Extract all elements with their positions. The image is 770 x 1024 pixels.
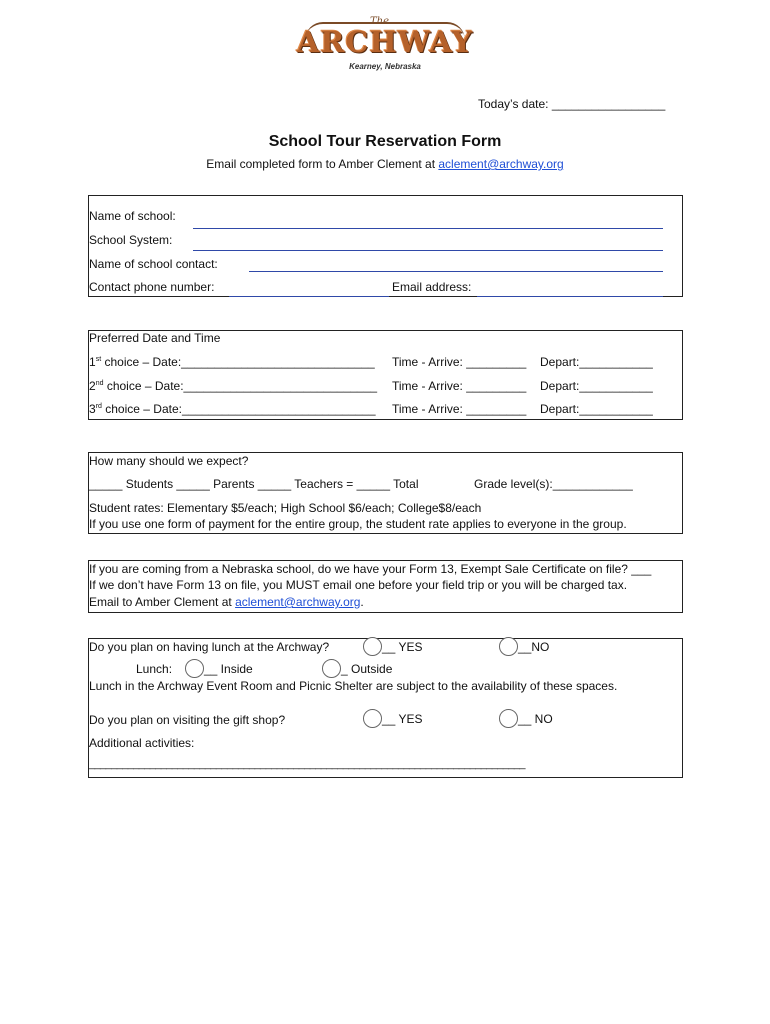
lunch-inside-option[interactable]: [185, 659, 253, 678]
archway-logo: [265, 16, 505, 76]
lunch-yes-option[interactable]: [363, 637, 422, 656]
choice-date[interactable]: choice – Date:_____________________________: [101, 402, 376, 416]
gift-no-radio[interactable]: [499, 709, 518, 728]
subtitle-text: Email completed form to Amber Clement at: [206, 157, 439, 171]
attendance-question: How many should we expect?: [89, 454, 249, 468]
attendance-counts[interactable]: _____ Students _____ Parents _____ Teachers = _____ Total: [89, 477, 419, 491]
gift-yes-radio[interactable]: [363, 709, 382, 728]
arrive-field[interactable]: Time - Arrive: _________: [392, 355, 527, 369]
lunch-yes-label: __ YES: [382, 640, 423, 654]
form-title: School Tour Reservation Form: [268, 133, 502, 150]
lunch-inside-radio[interactable]: [185, 659, 204, 678]
schedule-heading: Preferred Date and Time: [89, 331, 221, 345]
choice-row[interactable]: [89, 402, 376, 416]
form-subtitle: [0, 157, 770, 171]
lunch-section: [88, 638, 683, 778]
email-link[interactable]: aclement@archway.org: [438, 157, 564, 171]
choice-row[interactable]: [89, 379, 377, 393]
payment-note: If you use one form of payment for the entire group, the student rate applies to everyone in the group.: [89, 517, 627, 531]
email-label: Email address:: [392, 280, 472, 294]
choice-suffix: nd: [95, 380, 104, 387]
arrive-field[interactable]: Time - Arrive: _________: [392, 379, 527, 393]
lunch-outside-option[interactable]: [322, 659, 392, 678]
choice-suffix: rd: [95, 403, 102, 410]
tax-email-link[interactable]: aclement@archway.org: [235, 595, 361, 609]
choice-ordinal: 1: [89, 355, 96, 369]
tax-line-3-end: .: [360, 595, 364, 609]
school-info-section: [88, 195, 683, 297]
lunch-no-radio[interactable]: [499, 637, 518, 656]
depart-field[interactable]: Depart:___________: [540, 379, 653, 393]
gift-shop-question: Do you plan on visiting the gift shop?: [89, 713, 286, 727]
additional-activities-label: Additional activities:: [89, 736, 195, 750]
logo-wordmark: ARCHWAY: [296, 25, 474, 59]
arrive-field[interactable]: Time - Arrive: _________: [392, 402, 527, 416]
lunch-location-label: Lunch:: [136, 662, 173, 676]
school-system-input[interactable]: [193, 250, 663, 251]
grade-level-field[interactable]: Grade level(s):____________: [474, 477, 633, 491]
lunch-question: Do you plan on having lunch at the Archway?: [89, 640, 330, 654]
tax-section: [88, 560, 683, 613]
email-input[interactable]: [477, 296, 663, 297]
tax-line-2: If we don’t have Form 13 on file, you MUST email one before your field trip or you will be charged tax.: [89, 578, 628, 592]
choice-ordinal: 3: [89, 402, 96, 416]
rates-text: Student rates: Elementary $5/each; High School $6/each; College$8/each: [89, 501, 482, 515]
school-contact-input[interactable]: [249, 271, 663, 272]
choice-suffix: st: [95, 356, 102, 363]
school-contact-label: Name of school contact:: [89, 257, 218, 271]
lunch-outside-label: _ Outside: [341, 662, 393, 676]
phone-input[interactable]: [229, 296, 389, 297]
schedule-section: [88, 330, 683, 420]
depart-field[interactable]: Depart:___________: [540, 402, 653, 416]
tax-line-3-text: Email to Amber Clement at: [89, 595, 236, 609]
school-name-input[interactable]: [193, 228, 663, 229]
tax-line-3: [89, 595, 364, 609]
lunch-outside-radio[interactable]: [322, 659, 341, 678]
gift-no-option[interactable]: [499, 709, 553, 728]
choice-row[interactable]: [89, 355, 375, 369]
gift-yes-option[interactable]: [363, 709, 422, 728]
logo-the: The: [370, 16, 390, 27]
school-system-label: School System:: [89, 233, 173, 247]
additional-activities-input[interactable]: _______________________________________________________________________________: [89, 758, 525, 770]
gift-yes-label: __ YES: [382, 712, 423, 726]
lunch-yes-radio[interactable]: [363, 637, 382, 656]
school-name-label: Name of school:: [89, 209, 176, 223]
attendance-section: [88, 452, 683, 534]
lunch-note: Lunch in the Archway Event Room and Picnic Shelter are subject to the availability of these spaces.: [89, 679, 618, 693]
depart-field[interactable]: Depart:___________: [540, 355, 653, 369]
todays-date-field[interactable]: Today’s date: _________________: [478, 97, 666, 111]
choice-ordinal: 2: [89, 379, 96, 393]
lunch-no-option[interactable]: [499, 637, 549, 656]
gift-no-label: __ NO: [518, 712, 553, 726]
phone-label: Contact phone number:: [89, 280, 215, 294]
lunch-inside-label: __ Inside: [204, 662, 253, 676]
tax-line-1: If you are coming from a Nebraska school, do we have your Form 13, Exempt Sale Certificate on file? ___: [89, 562, 652, 576]
logo-location: Kearney, Nebraska: [349, 62, 421, 71]
lunch-no-label: __NO: [518, 640, 550, 654]
choice-date[interactable]: choice – Date:_____________________________: [101, 355, 375, 369]
choice-date[interactable]: choice – Date:_____________________________: [103, 379, 378, 393]
